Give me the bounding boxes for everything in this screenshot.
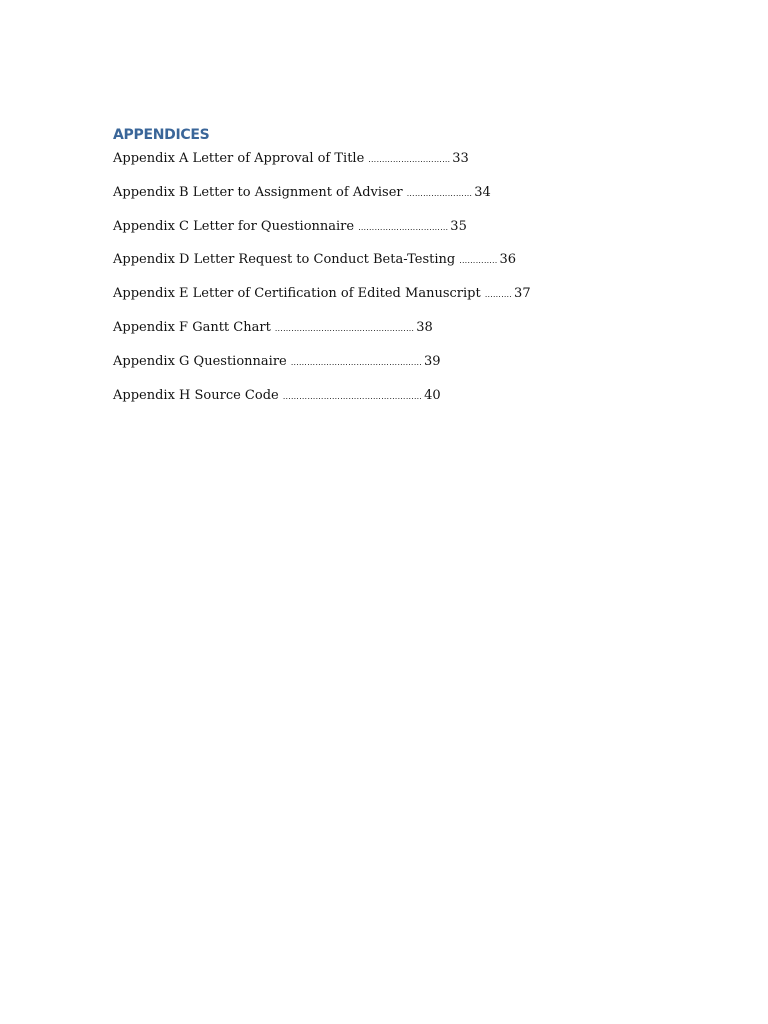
toc-entry-label: Appendix D Letter Request to Conduct Beta-Testing [113,252,456,268]
toc-page-number: 36 [499,252,517,268]
toc-entry-appendix-c [113,217,673,237]
toc-entry-appendix-b [113,183,673,203]
toc-dot-leader: …………………………………………… [274,323,415,333]
toc-entry-appendix-d [113,250,673,270]
toc-entry-appendix-g [113,352,673,372]
section-heading: APPENDICES [113,127,210,143]
toc-page-number: 35 [450,218,467,234]
toc-dot-leader: …………………………………………… [282,391,423,401]
toc-entry-appendix-f [113,318,673,338]
toc-dot-leader: ………………………… [368,155,451,164]
toc-entry-label: Appendix G Questionnaire [113,353,287,369]
toc-entry-appendix-a [113,149,673,169]
toc-page-number: 38 [416,319,433,335]
toc-page-number: 39 [423,353,441,369]
toc-entry-appendix-h [113,386,673,406]
toc-page-number: 40 [424,387,441,403]
toc-entry-label: Appendix C Letter for Questionnaire [113,218,355,234]
toc-page-number: 34 [474,184,491,200]
toc-page-number: 37 [514,286,531,302]
toc-entry-label: Appendix F Gantt Chart [113,319,271,335]
toc-dot-leader: ………….. [459,256,498,266]
toc-entry-label: Appendix A Letter of Approval of Title [113,151,365,166]
appendices-section [113,125,673,419]
toc-dot-leader: ………. [484,290,513,300]
toc-entry-label: Appendix B Letter to Assignment of Adviser [113,184,403,200]
toc-entry-label: Appendix H Source Code [113,387,279,403]
toc-dot-leader: ………………………………………… [290,357,422,367]
toc-entry-appendix-e [113,284,673,304]
toc-entry-label: Appendix E Letter of Certification of Edited Manuscript [113,286,481,302]
toc-dot-leader: …………………………… [358,222,449,232]
table-of-contents [113,149,673,406]
toc-dot-leader: …………………… [406,188,473,198]
toc-page-number: 33 [452,151,469,166]
